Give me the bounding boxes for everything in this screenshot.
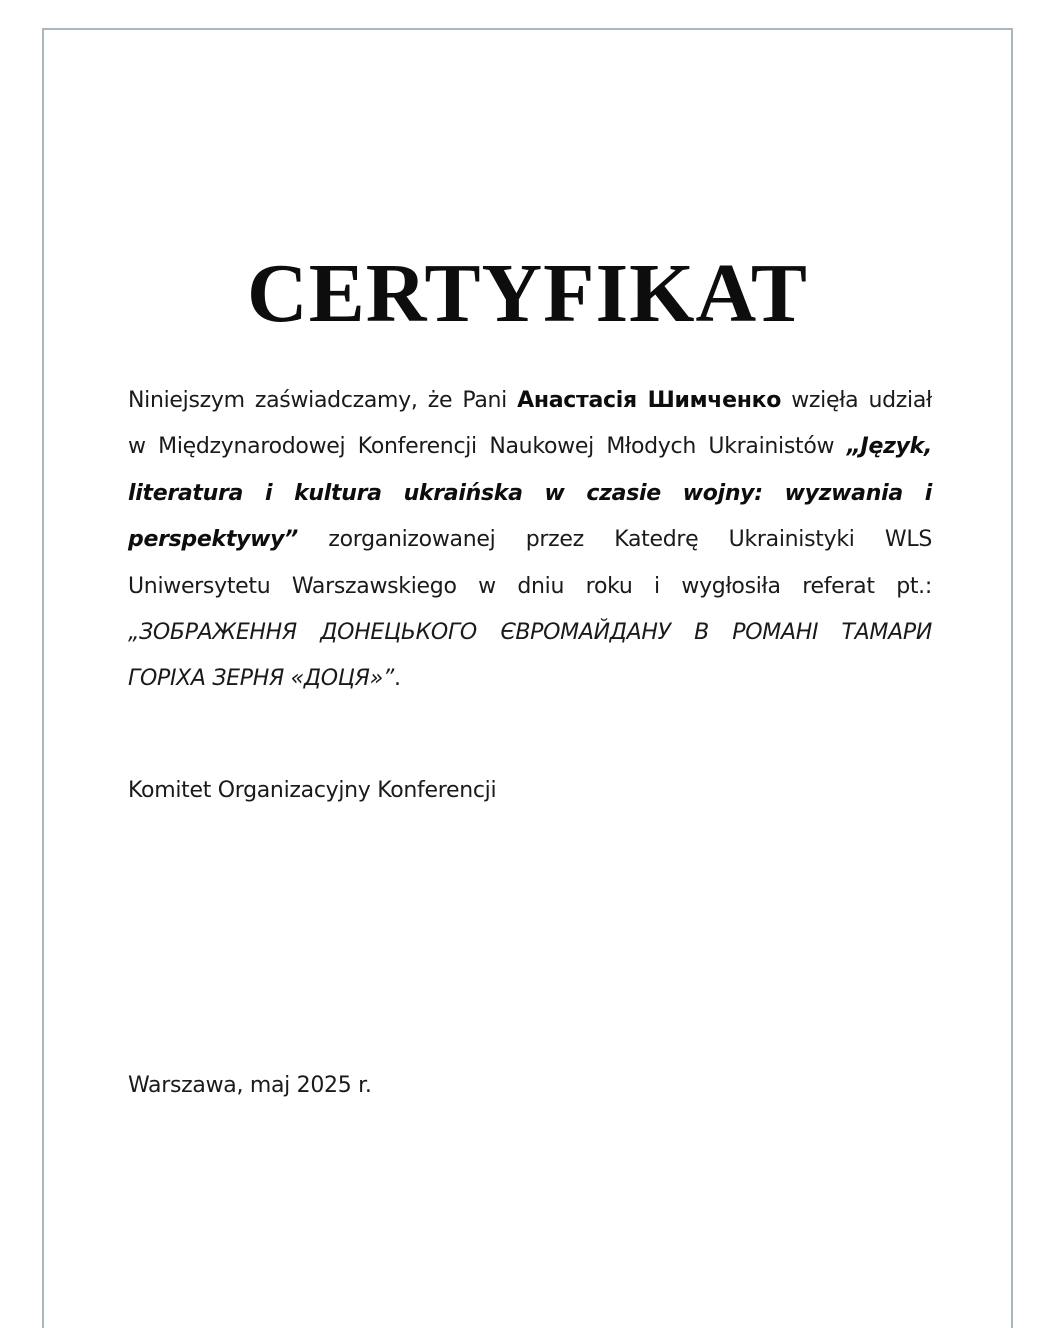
organizing-committee: Komitet Organizacyjny Konferencji xyxy=(128,778,497,803)
paper-title: „ЗОБРАЖЕННЯ ДОНЕЦЬКОГО ЄВРОМАЙДАНУ В РОМАНІ ТАМАРИ ГОРІХА ЗЕРНЯ «ДОЦЯ»” xyxy=(128,620,932,692)
place-and-date: Warszawa, maj 2025 r. xyxy=(128,1073,372,1098)
participation-text: wzięła udział w Międzynarodowej Konferencji Naukowej Młodych Ukrainistów xyxy=(128,388,932,460)
certificate-body-paragraph xyxy=(128,378,932,703)
organizer-text: zorganizowanej przez Katedrę Ukrainistyki WLS Uniwersytetu Warszawskiego w dniu roku i wygłosiła referat pt.: xyxy=(128,527,932,599)
conference-title: „Język, literatura i kultura ukraińska w czasie wojny: wyzwania i perspektywy” xyxy=(128,434,932,553)
paragraph-ending: . xyxy=(393,666,401,692)
intro-text: Niniejszym zaświadczamy, że Pani xyxy=(128,388,518,413)
certificate-title: CERTYFIKAT xyxy=(247,247,808,340)
certificate-page xyxy=(42,28,1013,1328)
participant-name: Анастасія Шимченко xyxy=(517,388,782,413)
